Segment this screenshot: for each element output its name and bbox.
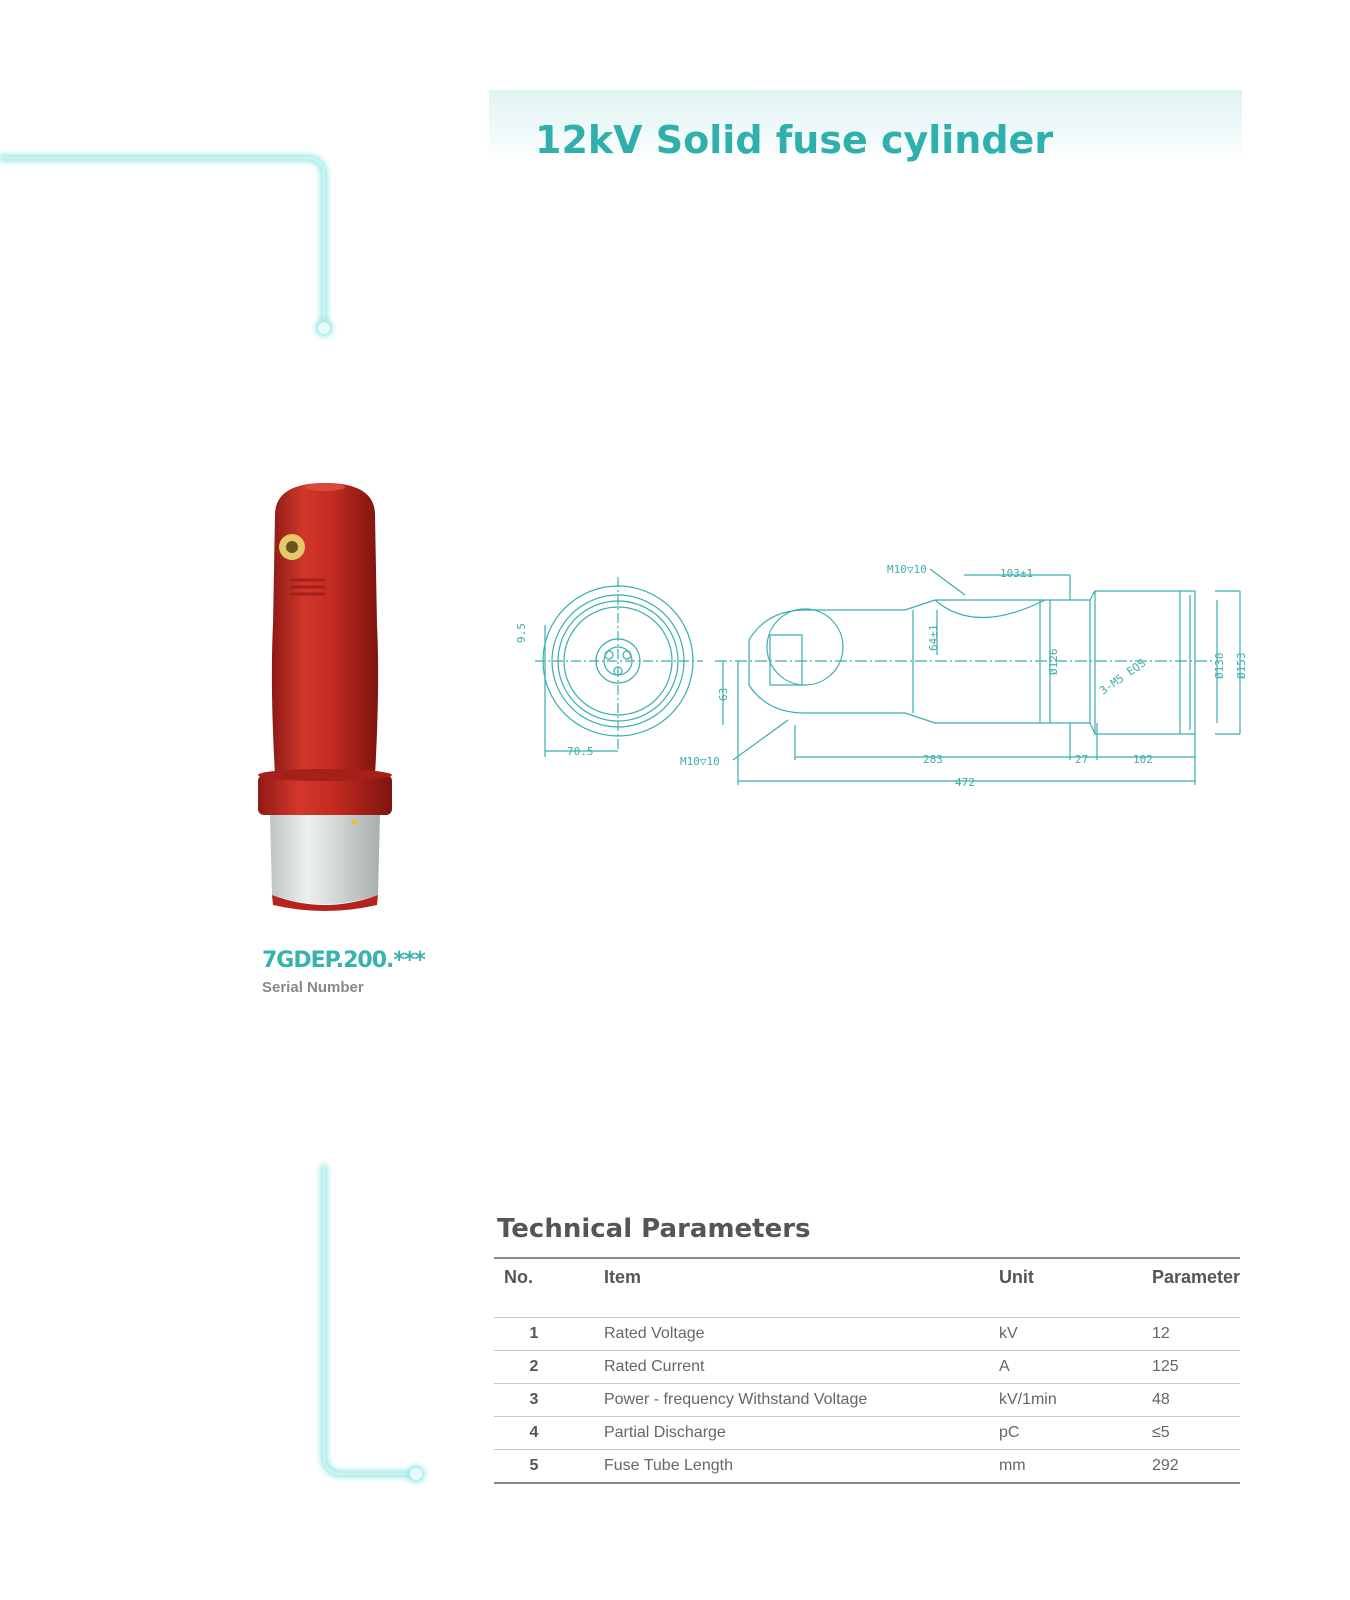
header-unit: Unit <box>998 1267 1034 1287</box>
dim-m10-bottom: M10▽10 <box>680 755 720 768</box>
row-parameter: 125 <box>1152 1351 1240 1384</box>
header-no: No. <box>504 1267 533 1287</box>
dim-130: Ø130 <box>1213 652 1226 679</box>
dim-70-5: 70.5 <box>567 745 594 758</box>
dim-m10-top: M10▽10 <box>887 563 927 576</box>
row-unit: mm <box>999 1450 1152 1484</box>
table-row <box>494 1417 1240 1450</box>
row-item: Partial Discharge <box>604 1417 999 1450</box>
dim-3-m5: 3-M5 EQS <box>1097 656 1149 698</box>
dim-27: 27 <box>1075 753 1089 766</box>
table-row <box>494 1450 1240 1484</box>
technical-parameters-title: Technical Parameters <box>497 1214 811 1244</box>
table-header-row <box>494 1258 1240 1318</box>
header-item: Item <box>603 1267 641 1287</box>
row-item: Rated Current <box>604 1351 999 1384</box>
page-title: 12kV Solid fuse cylinder <box>535 118 1054 162</box>
dim-9-5: 9.5 <box>515 623 528 643</box>
table-row <box>494 1351 1240 1384</box>
technical-parameters-table <box>494 1257 1240 1484</box>
row-item: Rated Voltage <box>604 1318 999 1351</box>
row-parameter: 12 <box>1152 1318 1240 1351</box>
dim-64: 64±1 <box>927 624 940 651</box>
dim-126: Ø126 <box>1047 648 1060 675</box>
table-row <box>494 1384 1240 1417</box>
dim-63: 63 <box>717 687 730 701</box>
row-parameter: 292 <box>1152 1450 1240 1484</box>
row-no: 5 <box>494 1450 604 1484</box>
row-no: 1 <box>494 1318 604 1351</box>
row-no: 4 <box>494 1417 604 1450</box>
header-parameter: Parameter <box>1151 1267 1240 1287</box>
fuse-cylinder-image <box>250 475 400 920</box>
row-item: Fuse Tube Length <box>604 1450 999 1484</box>
row-item: Power - frequency Withstand Voltage <box>604 1384 999 1417</box>
row-unit: kV <box>999 1318 1152 1351</box>
serial-number: 7GDEP.200.*** <box>262 948 425 973</box>
dim-102: 102 <box>1133 753 1153 766</box>
dim-103: 103±1 <box>1000 567 1034 580</box>
dim-153: Ø153 <box>1235 652 1248 679</box>
row-parameter: ≤5 <box>1152 1417 1240 1450</box>
serial-label: Serial Number <box>262 979 364 996</box>
row-no: 2 <box>494 1351 604 1384</box>
row-unit: pC <box>999 1417 1152 1450</box>
row-unit: A <box>999 1351 1152 1384</box>
row-parameter: 48 <box>1152 1384 1240 1417</box>
technical-drawing <box>505 555 1250 795</box>
dim-472: 472 <box>955 776 975 789</box>
table-row <box>494 1318 1240 1351</box>
dim-283: 283 <box>923 753 943 766</box>
row-unit: kV/1min <box>999 1384 1152 1417</box>
row-no: 3 <box>494 1384 604 1417</box>
